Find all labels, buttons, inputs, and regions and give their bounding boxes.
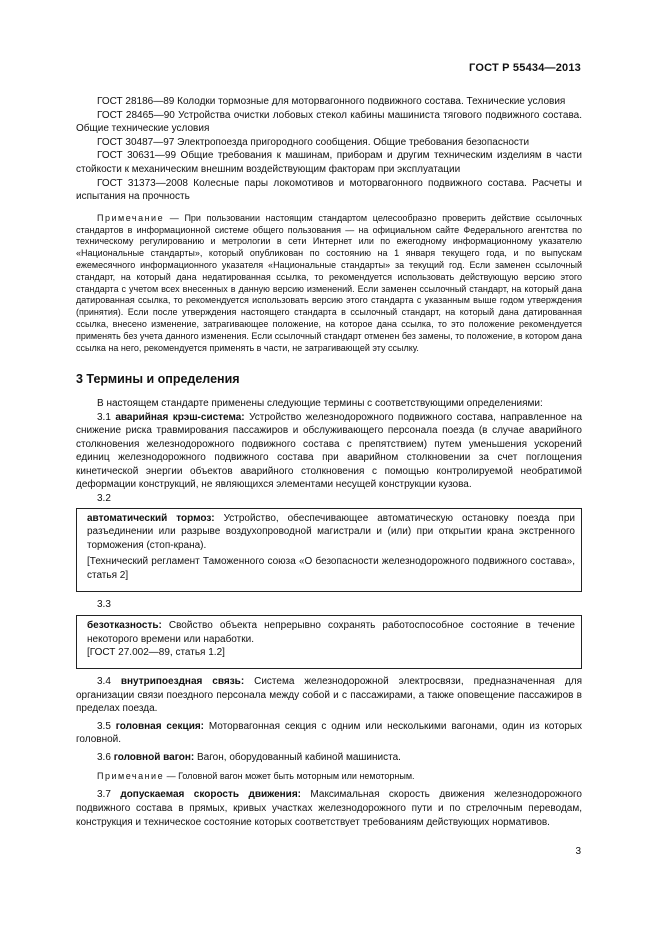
reference-item: ГОСТ 31373—2008 Колесные пары локомотивов и моторвагонного подвижного состава. Расчеты и испытания на прочность xyxy=(76,177,582,203)
term-source: [Технический регламент Таможенного союза «О безопасности железнодорожного подвижного состава», статья 2] xyxy=(87,556,575,582)
page-content xyxy=(76,95,582,829)
note-label: Примечание xyxy=(97,212,165,223)
term-number: 3.3 xyxy=(97,598,111,610)
note-text: — При пользовании настоящим стандартом целесообразно проверить действие ссылочных стандартов в информационной системе общего пользования — на официальном сайте Федерального агентства по техническому регулированию и метрологии в сети Интернет или по ежегодному информационному указателю «Национальные стандарты», который опубликован по состоянию на 1 января текущего года, и по выпускам ежемесячного информационного указателя «Национальные стандарты» за текущий год. Если заменен ссылочный стандарт, на который дана недатированная ссылка, то рекомендуется использовать действующую версию этого стандарта с учетом всех внесенных в данную версию изменений. Если заменен ссылочный стандарт, на который дана датированная ссылка, то рекомендуется использовать версию этого стандарта с указанным выше годом утверждения (принятия). Если после утверждения настоящего стандарта в ссылочный стандарт, на который дана датированная ссылка, внесено изменение, затрагивающее положение, на которое дана ссылка, то это положение рекомендуется применять без учета данного изменения. Если ссылочный стандарт отменен без замены, то положение, в котором дана ссылка на него, рекомендуется применять в части, не затрагивающей эту ссылку. xyxy=(76,212,582,353)
document-header: ГОСТ Р 55434—2013 xyxy=(469,62,581,74)
note-references xyxy=(76,213,582,355)
term-number: 3.4 xyxy=(97,676,111,687)
page-number: 3 xyxy=(575,846,581,857)
term-name: безотказность: xyxy=(87,620,162,632)
term-number: 3.5 xyxy=(97,720,111,732)
term-3-3-box xyxy=(76,615,582,669)
term-3-2-box xyxy=(76,508,582,592)
term-definition: Моторвагонная секция с одним или несколькими вагонами, один из которых головной. xyxy=(76,720,583,746)
term-name: головной вагон: xyxy=(113,751,195,763)
term-definition: Вагон, оборудованный кабиной машиниста. xyxy=(194,751,401,763)
note-text: — Головной вагон может быть моторным или немоторным. xyxy=(164,770,415,781)
term-number: 3.6 xyxy=(97,751,111,763)
term-3-7 xyxy=(76,788,582,829)
term-definition: Система железнодорожной электросвязи, предназначенная для организации связи поездного персонала между собой и с пассажирами, а также оповещение пассажиров в пределах поезда. xyxy=(76,676,582,715)
term-3-2 xyxy=(87,512,575,553)
term-name: головная секция: xyxy=(115,720,205,732)
reference-item: ГОСТ 28186—89 Колодки тормозные для моторвагонного подвижного состава. Технические условия xyxy=(97,96,566,107)
term-name: автоматический тормоз: xyxy=(87,512,215,524)
term-3-5 xyxy=(76,720,582,747)
term-definition: Устройство, обеспечивающее автоматическую остановку поезда при разъединении или разрыве воздухопроводной магистрали и (или) при открытии крана экстренного торможения (стоп-крана). xyxy=(87,512,575,551)
term-name: аварийная крэш-система: xyxy=(115,411,245,423)
reference-item: ГОСТ 30487—97 Электропоезда пригородного сообщения. Общие требования безопасности xyxy=(97,136,530,148)
term-definition: Максимальная скорость движения железнодорожного подвижного состава в прямых, кривых участках железнодорожного пути и по стрелочным переводам, конструкция и техническое состояние которых соответствует требованиям действующих нормативов. xyxy=(76,789,582,828)
term-number: 3.2 xyxy=(97,493,111,505)
term-number: 3.1 xyxy=(97,411,111,423)
section-title: 3 Термины и определения xyxy=(76,372,240,387)
term-3-1 xyxy=(76,411,582,493)
term-name: внутрипоездная связь: xyxy=(120,676,245,687)
reference-item: ГОСТ 28465—90 Устройства очистки лобовых стекол кабины машиниста тягового подвижного состава. Общие технические условия xyxy=(76,109,582,135)
term-3-3 xyxy=(87,619,575,646)
term-definition: Свойство объекта непрерывно сохранять работоспособное состояние в течение некоторого времени или наработки. xyxy=(87,620,575,645)
term-definition: Устройство железнодорожного подвижного состава, направленное на снижение риска травмирования пассажиров и обслуживающего персонала поезда (в случае аварийного столкновения железнодорожного подвижного состава с препятствием) путем уменьшения ускорений единиц железнодорожного подвижного состава при аварийном столкновении за счет поглощения кинетической энергии объектов аварийного столкновения с помощью контролируемой необратимой деформации конструкций, не являющихся элементами несущей конструкции кузова. xyxy=(76,411,583,491)
term-3-4 xyxy=(76,675,582,716)
note-head-car xyxy=(76,771,582,783)
section-intro: В настоящем стандарте применены следующие термины с соответствующими определениями: xyxy=(97,397,543,409)
term-number: 3.7 xyxy=(97,789,111,801)
note-label: Примечание xyxy=(97,770,165,781)
term-source: [ГОСТ 27.002—89, статья 1.2] xyxy=(87,647,225,659)
term-name: допускаемая скорость движения: xyxy=(120,789,301,801)
reference-item: ГОСТ 30631—99 Общие требования к машинам, приборам и другим техническим изделиям в части стойкости к механическим внешним воздействующим факторам при эксплуатации xyxy=(76,150,582,175)
term-3-6 xyxy=(76,751,582,765)
